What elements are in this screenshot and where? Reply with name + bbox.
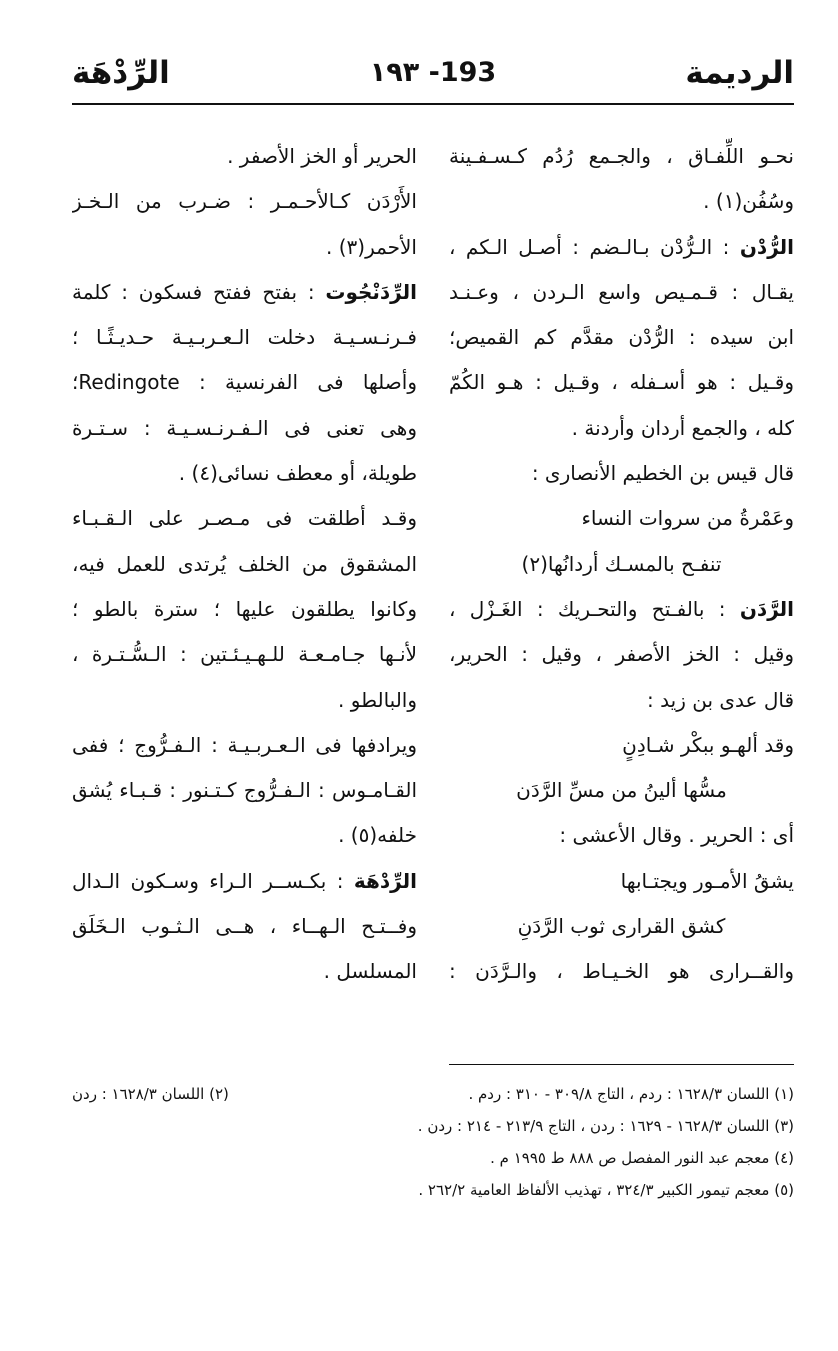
text-line	[449, 270, 794, 315]
text-line	[72, 904, 417, 949]
footnote: (١) اللسان ١٦٢٨/٣ : ردم ، التاج ٣٠٩/٨ - ٣١٠ : ردم .	[468, 1085, 794, 1103]
line-text: : الـرُّدْن بـالـضم : أصـل الـكم ،	[449, 234, 740, 259]
text-line	[72, 678, 417, 723]
text-line	[72, 270, 417, 315]
page-number: ١٩٣ -193	[369, 57, 497, 88]
text-line	[72, 859, 417, 904]
footnote: (٥) معجم تيمور الكبير ٣٢٤/٣ ، تهذيب الألفاظ العامية ٢٦٢/٢ .	[418, 1181, 794, 1199]
line-text: الأَرْدَن كـالأحـمـر : ضـرب من الـخـز	[72, 189, 417, 214]
text-line	[449, 859, 794, 904]
header-rule	[72, 103, 794, 105]
footnote: (٤) معجم عبد النور المفصل ص ٨٨٨ ط ١٩٩٥ م .	[490, 1149, 794, 1167]
text-line	[72, 632, 417, 677]
footnote: (٣) اللسان ١٦٢٨/٣ - ١٦٢٩ : ردن ، التاج ٢١٣/٩ - ٢١٤ : ردن .	[417, 1117, 794, 1135]
line-text: ابن سيده : الرُّدْن مقدَّم كم القميص؛	[449, 325, 794, 350]
text-line	[449, 134, 794, 179]
text-line	[72, 406, 417, 451]
line-text: وهى تعنى فى الـفـرنـسـيـة : سـتـرة	[72, 415, 417, 440]
line-text: يقـال : قـمـيص واسع الـردن ، وعـنـد	[449, 279, 794, 304]
line-text: وعَمْرةُ من سروات النساء	[581, 506, 794, 531]
line-text: والقــرارى هو الخـيـاط ، والـرَّدَن :	[449, 959, 794, 984]
text-line	[449, 315, 794, 360]
text-line	[449, 496, 794, 541]
line-text: وسُفُن(١) .	[703, 189, 794, 214]
text-line	[72, 496, 417, 541]
text-line	[72, 225, 417, 270]
line-text: قال عدى بن زيد :	[647, 687, 794, 712]
text-line	[449, 723, 794, 768]
footnote: (٢) اللسان ١٦٢٨/٣ : ردن	[72, 1085, 229, 1103]
line-text: وقـد أطلقت فى مـصـر على الـقـبـاء	[72, 506, 417, 531]
text-line	[449, 904, 794, 949]
line-text: قال قيس بن الخطيم الأنصارى :	[531, 461, 794, 486]
text-line	[72, 723, 417, 768]
text-line	[72, 587, 417, 632]
footnote-row	[72, 1078, 794, 1110]
text-line	[449, 406, 794, 451]
line-text: المشقوق من الخلف يُرتدى للعمل فيه،	[72, 551, 417, 576]
text-line	[449, 225, 794, 270]
header-entry-start: الرديمة	[685, 55, 794, 91]
line-text: وقيل : الخز الأصفر ، وقيل : الحرير،	[449, 642, 794, 667]
line-text: والبالطو .	[338, 687, 417, 712]
page-header	[72, 55, 794, 101]
footnote-row	[72, 1142, 794, 1174]
text-line	[449, 360, 794, 405]
header-entry-end: الرِّدْهَة	[72, 55, 170, 91]
footnote-row	[72, 1174, 794, 1206]
line-text: فـرنـسـيـة دخلت الـعـربـيـة حـديـثًـا ؛	[72, 325, 417, 350]
line-text: : بالفـتح والتحـريك : الغَـزْل ،	[449, 596, 740, 621]
footnote-rule	[449, 1064, 794, 1065]
text-line	[449, 632, 794, 677]
entry-headword: الرِّدَنْجُوت	[325, 279, 417, 304]
line-text: الحرير أو الخز الأصفر .	[227, 144, 417, 168]
footnotes	[72, 1078, 794, 1206]
footnote-row	[72, 1110, 794, 1142]
line-text: ويرادفها فى الـعـربـيـة : الـفـرُّوج ؛ ففى	[72, 732, 417, 757]
text-line	[72, 360, 417, 405]
right-column	[449, 134, 794, 995]
text-line	[72, 542, 417, 587]
line-text: القـامـوس : الـفـرُّوج كـتـنور : قـبـاء يُشق	[72, 778, 417, 803]
line-text: المسلسل .	[323, 959, 417, 984]
line-text: نحـو اللِّفـاق ، والجـمع رُدُم كـسـفـينة	[449, 144, 794, 168]
line-text: أى : الحرير . وقال الأعشى :	[559, 823, 794, 848]
line-text: وفــتـح الـهــاء ، هــى الـثـوب الـخَلَق	[72, 914, 417, 939]
text-line	[449, 678, 794, 723]
text-line	[449, 587, 794, 632]
line-text: وقد ألهـو ببكْر شـادِنٍ	[622, 732, 794, 757]
line-text: طويلة، أو معطف نسائى(٤) .	[178, 461, 417, 486]
line-text: كله ، والجمع أردان وأردنة .	[571, 415, 794, 440]
line-text: كشق القرارى ثوب الرَّدَنِ	[517, 914, 726, 939]
entry-headword: الرَّدَن	[739, 596, 794, 621]
text-line	[449, 451, 794, 496]
line-text: : بفتح ففتح فسكون : كلمة	[72, 279, 326, 304]
text-line	[449, 179, 794, 224]
text-line	[72, 134, 417, 179]
text-line	[449, 813, 794, 858]
text-line	[72, 813, 417, 858]
line-text: يشقُ الأمـور ويجتـابها	[620, 868, 794, 893]
text-line	[449, 949, 794, 994]
line-text: وكانوا يطلقون عليها ؛ سترة بالطو ؛	[72, 596, 417, 621]
line-text: : بكـســر الـراء وسـكون الـدال	[72, 868, 354, 893]
line-text: الأحمر(٣) .	[325, 234, 417, 259]
line-text: وأصلها فى الفرنسية : Redingote؛	[72, 370, 417, 395]
text-line	[449, 542, 794, 587]
text-line	[72, 949, 417, 994]
entry-headword: الرِّدْهَة	[353, 868, 417, 893]
line-text: مسُّها ألينُ من مسِّ الرَّدَن	[516, 778, 727, 803]
text-line	[72, 451, 417, 496]
left-column	[72, 134, 417, 995]
line-text: لأنـها جـامـعـة للـهـيـئـتين : الـسُّـتـرة ،	[72, 642, 417, 667]
text-line	[72, 315, 417, 360]
entry-headword: الرُّدْن	[739, 234, 794, 259]
line-text: وقـيل : هو أسـفله ، وقـيل : هـو الكُمّ	[449, 370, 794, 395]
text-line	[449, 768, 794, 813]
line-text: تنفـح بالمسـك أردانُها(٢)	[521, 551, 722, 576]
text-line	[72, 179, 417, 224]
text-line	[72, 768, 417, 813]
line-text: خلفه(٥) .	[338, 823, 417, 848]
